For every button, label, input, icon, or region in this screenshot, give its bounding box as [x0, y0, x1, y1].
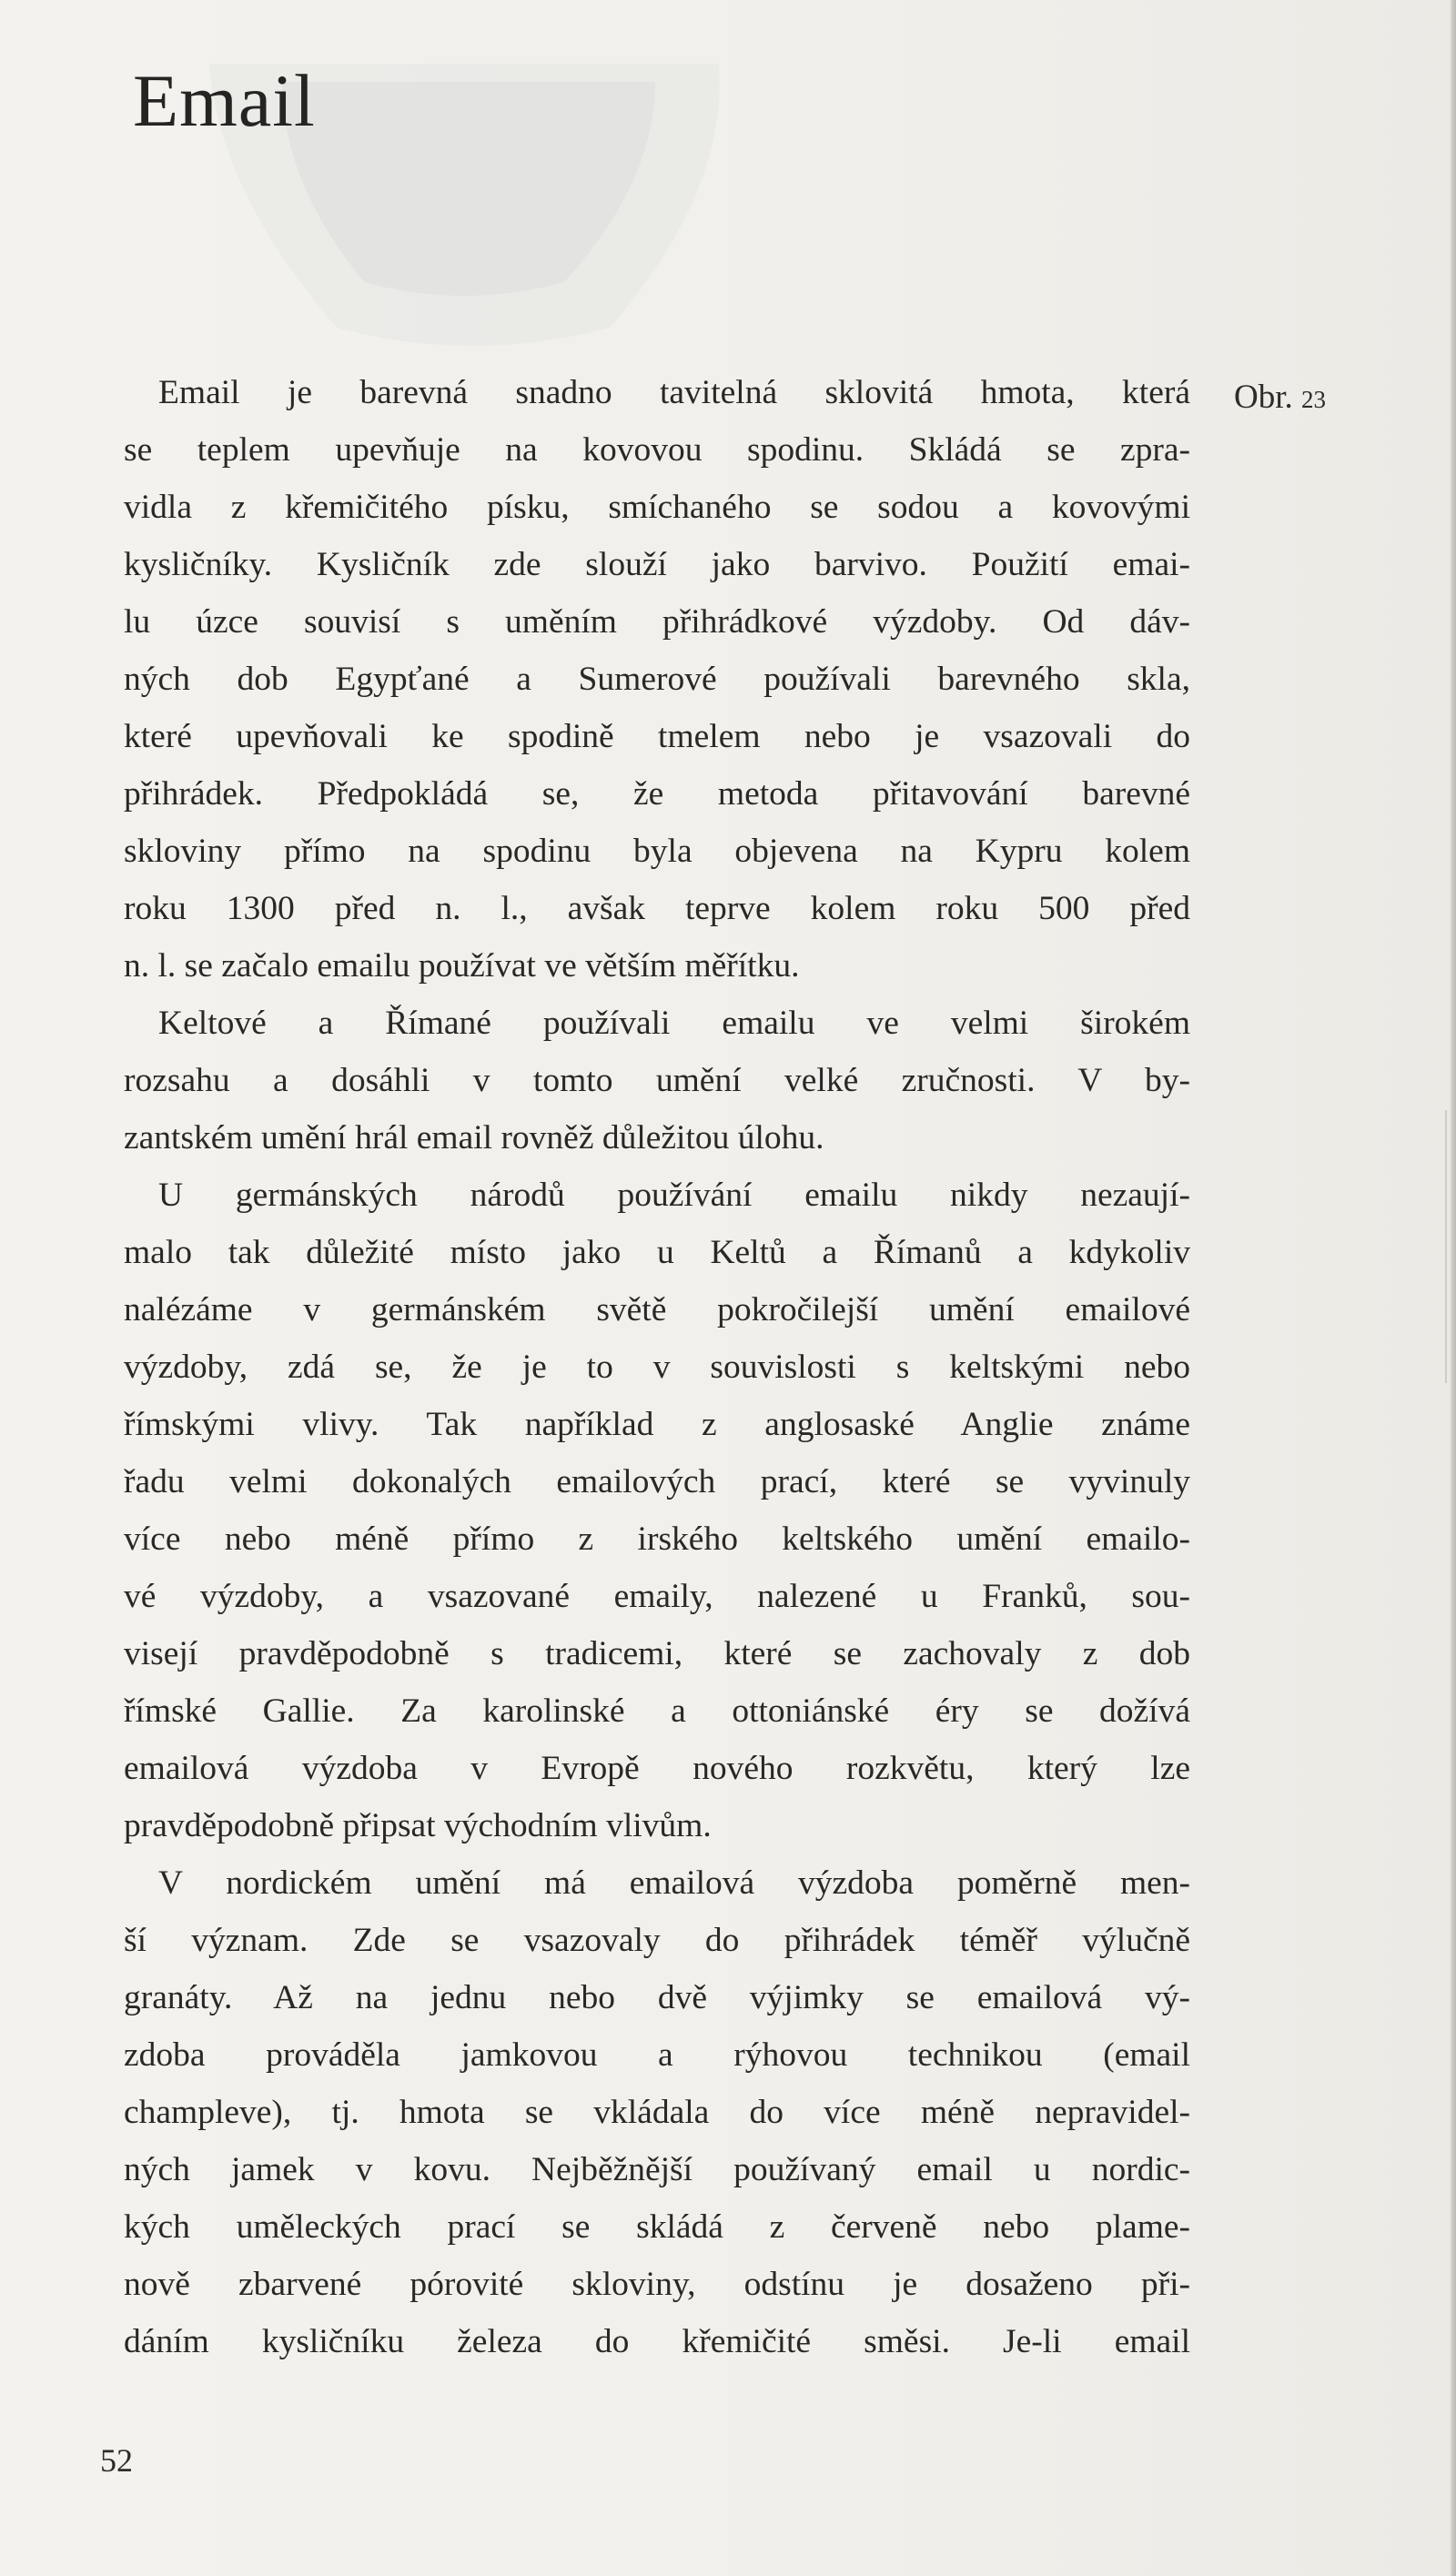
text-line: Keltové a Římané používali emailu ve velmi širokém	[158, 1005, 1190, 1042]
text-line: římskými vlivy. Tak například z anglosaské Anglie známe	[124, 1406, 1190, 1443]
text-line: malo tak důležité místo jako u Keltů a Římanů a kdykoliv	[124, 1234, 1190, 1271]
page-edge-shadow	[1445, 1110, 1447, 1383]
figure-reference-number: 23	[1301, 386, 1326, 413]
text-line: n. l. se začalo emailu používat ve větším měřítku.	[124, 947, 800, 985]
page-number: 52	[100, 2442, 133, 2479]
text-line: pravděpodobně připsat východním vlivům.	[124, 1807, 712, 1844]
text-line: se teplem upevňuje na kovovou spodinu. Skládá se zpra-	[124, 431, 1190, 469]
text-line: kých uměleckých prací se skládá z červeně nebo plame-	[124, 2208, 1190, 2246]
text-line: výzdoby, zdá se, že je to v souvislosti s keltskými nebo	[124, 1349, 1190, 1386]
figure-reference-label: Obr.	[1234, 379, 1293, 416]
text-line: rozsahu a dosáhli v tomto umění velké zručnosti. V by-	[124, 1062, 1190, 1099]
text-line: ší význam. Zde se vsazovaly do přihrádek téměř výlučně	[124, 1922, 1190, 1959]
page-title: Email	[133, 59, 316, 142]
text-line: nově zbarvené pórovité skloviny, odstínu je dosaženo při-	[124, 2266, 1190, 2303]
text-line: nalézáme v germánském světě pokročilejší umění emailové	[124, 1291, 1190, 1328]
text-line: lu úzce souvisí s uměním přihrádkové výzdoby. Od dáv-	[124, 603, 1190, 641]
text-line: U germánských národů používání emailu nikdy nezaují-	[158, 1177, 1190, 1214]
text-line: které upevňovali ke spodině tmelem nebo je vsazovali do	[124, 718, 1190, 755]
text-line: ných jamek v kovu. Nejběžnější používaný email u nordic-	[124, 2151, 1190, 2188]
text-line: zantském umění hrál email rovněž důležitou úlohu.	[124, 1119, 824, 1157]
text-line: vé výzdoby, a vsazované emaily, nalezené u Franků, sou-	[124, 1578, 1190, 1615]
text-line: řadu velmi dokonalých emailových prací, které se vyvinuly	[124, 1463, 1190, 1500]
text-line: visejí pravděpodobně s tradicemi, které se zachovaly z dob	[124, 1635, 1190, 1672]
text-line: roku 1300 před n. l., avšak teprve kolem roku 500 před	[124, 890, 1190, 927]
text-line: granáty. Až na jednu nebo dvě výjimky se emailová vý-	[124, 1979, 1190, 2016]
text-line: Email je barevná snadno tavitelná sklovitá hmota, která	[158, 374, 1190, 411]
text-line: kysličníky. Kysličník zde slouží jako barvivo. Použití emai-	[124, 546, 1190, 583]
text-line: vidla z křemičitého písku, smíchaného se sodou a kovovými	[124, 489, 1190, 526]
text-line: ných dob Egypťané a Sumerové používali barevného skla,	[124, 661, 1190, 698]
text-line: emailová výzdoba v Evropě nového rozkvětu, který lze	[124, 1750, 1190, 1787]
text-line: champleve), tj. hmota se vkládala do více méně nepravidel-	[124, 2094, 1190, 2131]
text-line: přihrádek. Předpokládá se, že metoda přitavování barevné	[124, 775, 1190, 813]
text-line: skloviny přímo na spodinu byla objevena na Kypru kolem	[124, 833, 1190, 870]
page-edge	[1451, 0, 1456, 2576]
text-line: římské Gallie. Za karolinské a ottoniánské éry se dožívá	[124, 1692, 1190, 1730]
text-line: dáním kysličníku železa do křemičité směsi. Je-li email	[124, 2323, 1190, 2360]
text-line: více nebo méně přímo z irského keltského umění emailo-	[124, 1520, 1190, 1558]
text-line: V nordickém umění má emailová výzdoba poměrně men-	[158, 1864, 1190, 1902]
body-text	[124, 364, 1190, 2370]
figure-reference	[1234, 380, 1326, 414]
text-line: zdoba prováděla jamkovou a rýhovou technikou (email	[124, 2036, 1190, 2074]
